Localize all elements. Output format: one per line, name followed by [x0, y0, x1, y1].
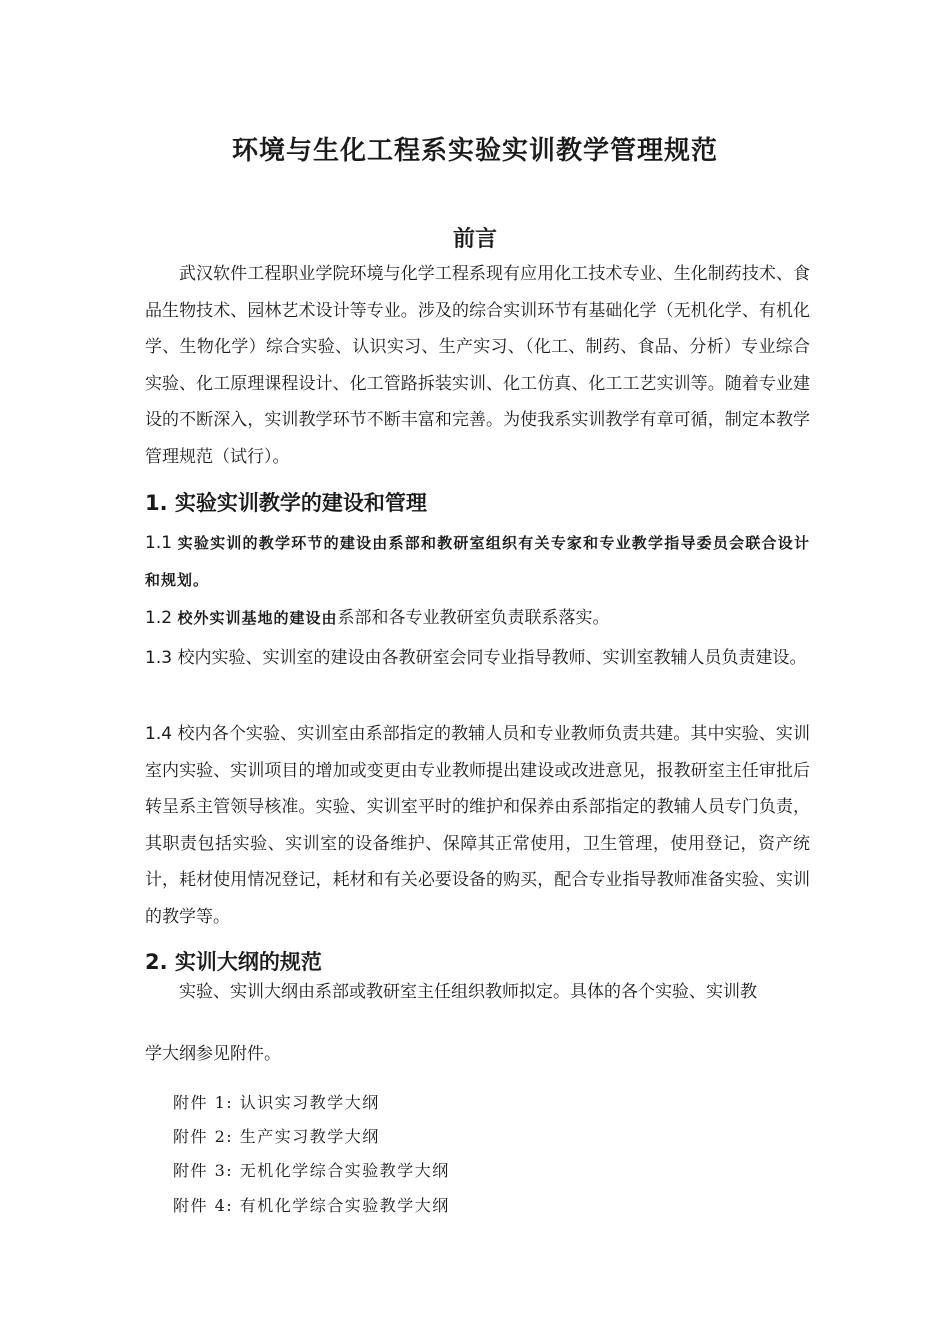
document-title: 环境与生化工程系实验实训教学管理规范: [231, 136, 718, 166]
item-text: 系部和各专业教研室负责联系落实。: [337, 608, 610, 628]
section2-paragraph-line1: 实验、实训大纲由系部或教研室主任组织教师拟定。具体的各个实验、实训教: [179, 982, 757, 1002]
foreword-heading: 前言: [452, 227, 497, 252]
item-text: 校内各个实验、实训室由系部指定的教辅人员和专业教师负责共建。其中实验、实训室内实验、实训项目的增加或变更由专业教师提出建设或改进意见，报教研室主任审批后转呈系主管领导核准。实验、实训室平时的维护和保养由系部指定的教辅人员专门负责，其职责包括实验、实训室的设备维护、保障其正常使用，卫生管理，使用登记，资产统计，耗材使用情况登记，耗材和有关必要设备的购买，配合专业指导教师准备实验、实训的教学等。: [145, 724, 810, 927]
section1-heading: 1. 实验实训教学的建设和管理: [145, 491, 427, 515]
attachment-item: 附件 1: 认识实习教学大纲: [173, 1093, 380, 1112]
item-1-1: [145, 525, 810, 598]
item-1-2: [145, 600, 810, 637]
attachment-item: 附件 2: 生产实习教学大纲: [173, 1127, 380, 1146]
item-1-4: [145, 716, 810, 935]
item-number: 1.4: [145, 724, 173, 744]
item-number: 1.2: [145, 608, 173, 628]
item-1-3: [145, 640, 810, 677]
foreword-paragraph: 武汉软件工程职业学院环境与化学工程系现有应用化工技术专业、生化制药技术、食品生物技术、园林艺术设计等专业。涉及的综合实训环节有基础化学（无机化学、有机化学、生物化学）综合实验、认识实习、生产实习、（化工、制药、食品、分析）专业综合实验、化工原理课程设计、化工管路拆装实训、化工仿真、化工工艺实训等。随着专业建设的不断深入，实训教学环节不断丰富和完善。为使我系实训教学有章可循，制定本教学管理规范（试行）。: [145, 264, 810, 467]
section2-heading: 2. 实训大纲的规范: [145, 950, 322, 974]
item-text-bold: 校外实训基地的建设由: [177, 609, 338, 627]
item-text: 校内实验、实训室的建设由各教研室会同专业指导教师、实训室教辅人员负责建设。: [177, 648, 807, 668]
attachment-item: 附件 4: 有机化学综合实验教学大纲: [173, 1196, 450, 1215]
item-text: 实验实训的教学环节的建设由系部和教研室组织有关专家和专业教学指导委员会联合设计和规划。: [145, 534, 810, 589]
item-number: 1.3: [145, 648, 173, 668]
item-number: 1.1: [145, 533, 173, 553]
attachment-item: 附件 3: 无机化学综合实验教学大纲: [173, 1161, 450, 1180]
section2-paragraph-line2: 学大纲参见附件。: [145, 1044, 281, 1064]
